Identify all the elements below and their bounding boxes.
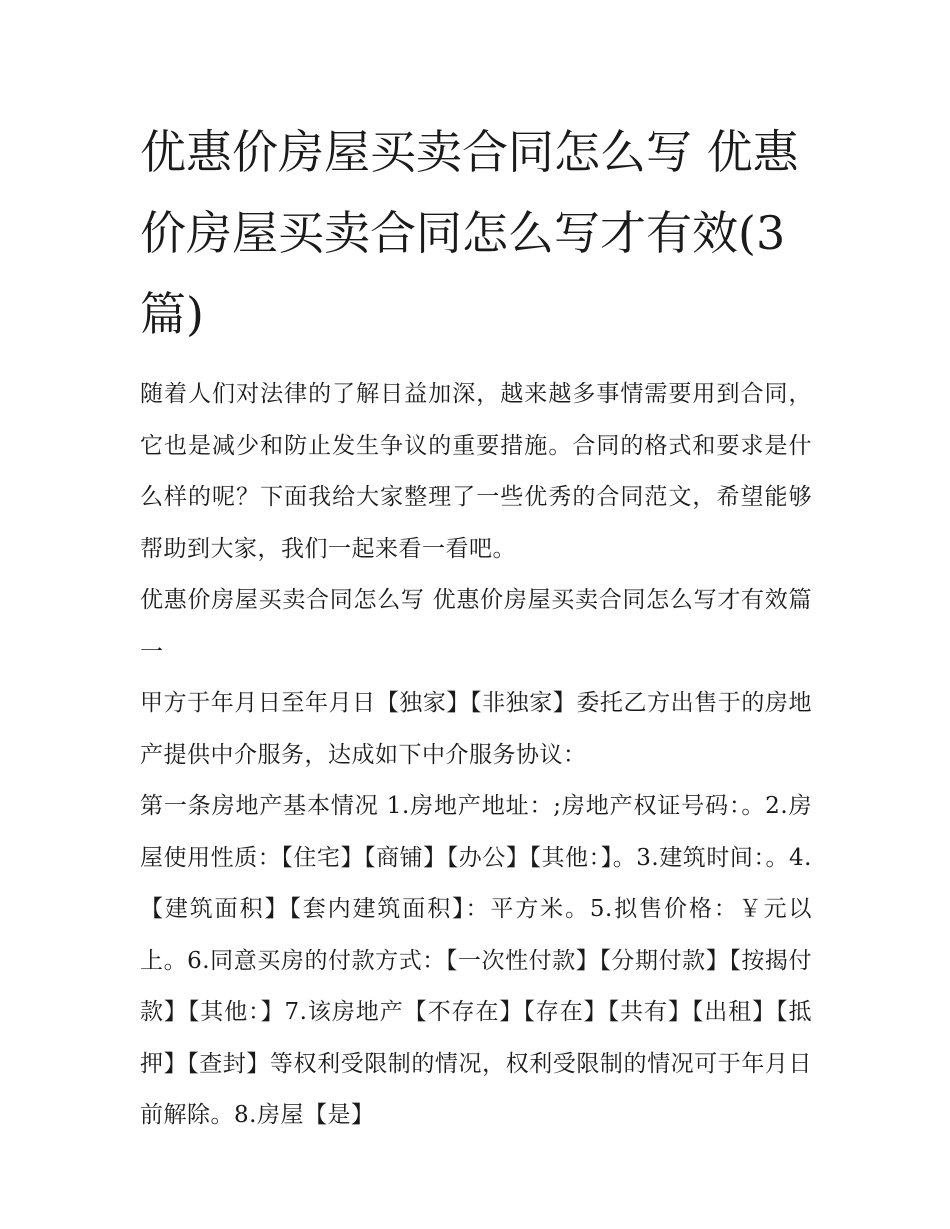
article-one-paragraph: 第一条房地产基本情况 1.房地产地址：;房地产权证号码：。2.房屋使用性质：【住宅】【商铺】【办公】【其他：】。3.建筑时间：。4.【建筑面积】【套内建筑面积】：平方米。5.拟售价格：￥元以上。6.同意买房的付款方式：【一次性付款】【分期付款】【按揭付款】【其他：】7.该房地产【不存在】【存在】【共有】【出租】【抵押】【查封】等权利受限制的情况，权利受限制的情况可于年月日前解除。8.房屋【是】 bbox=[140, 793, 812, 1128]
agreement-paragraph: 甲方于年月日至年月日【独家】【非独家】委托乙方出售于的房地产提供中介服务，达成如下中介服务协议： bbox=[140, 690, 812, 768]
section-heading: 优惠价房屋买卖合同怎么写 优惠价房屋买卖合同怎么写才有效篇一 bbox=[140, 587, 812, 665]
intro-paragraph: 随着人们对法律的了解日益加深，越来越多事情需要用到合同，它也是减少和防止发生争议的重要措施。合同的格式和要求是什么样的呢？下面我给大家整理了一些优秀的合同范文，希望能够帮助到大家，我们一起来看一看吧。 bbox=[140, 381, 812, 562]
document-title: 优惠价房屋买卖合同怎么写 优惠价房屋买卖合同怎么写才有效(3篇) bbox=[140, 125, 799, 341]
document-page bbox=[140, 112, 812, 1142]
